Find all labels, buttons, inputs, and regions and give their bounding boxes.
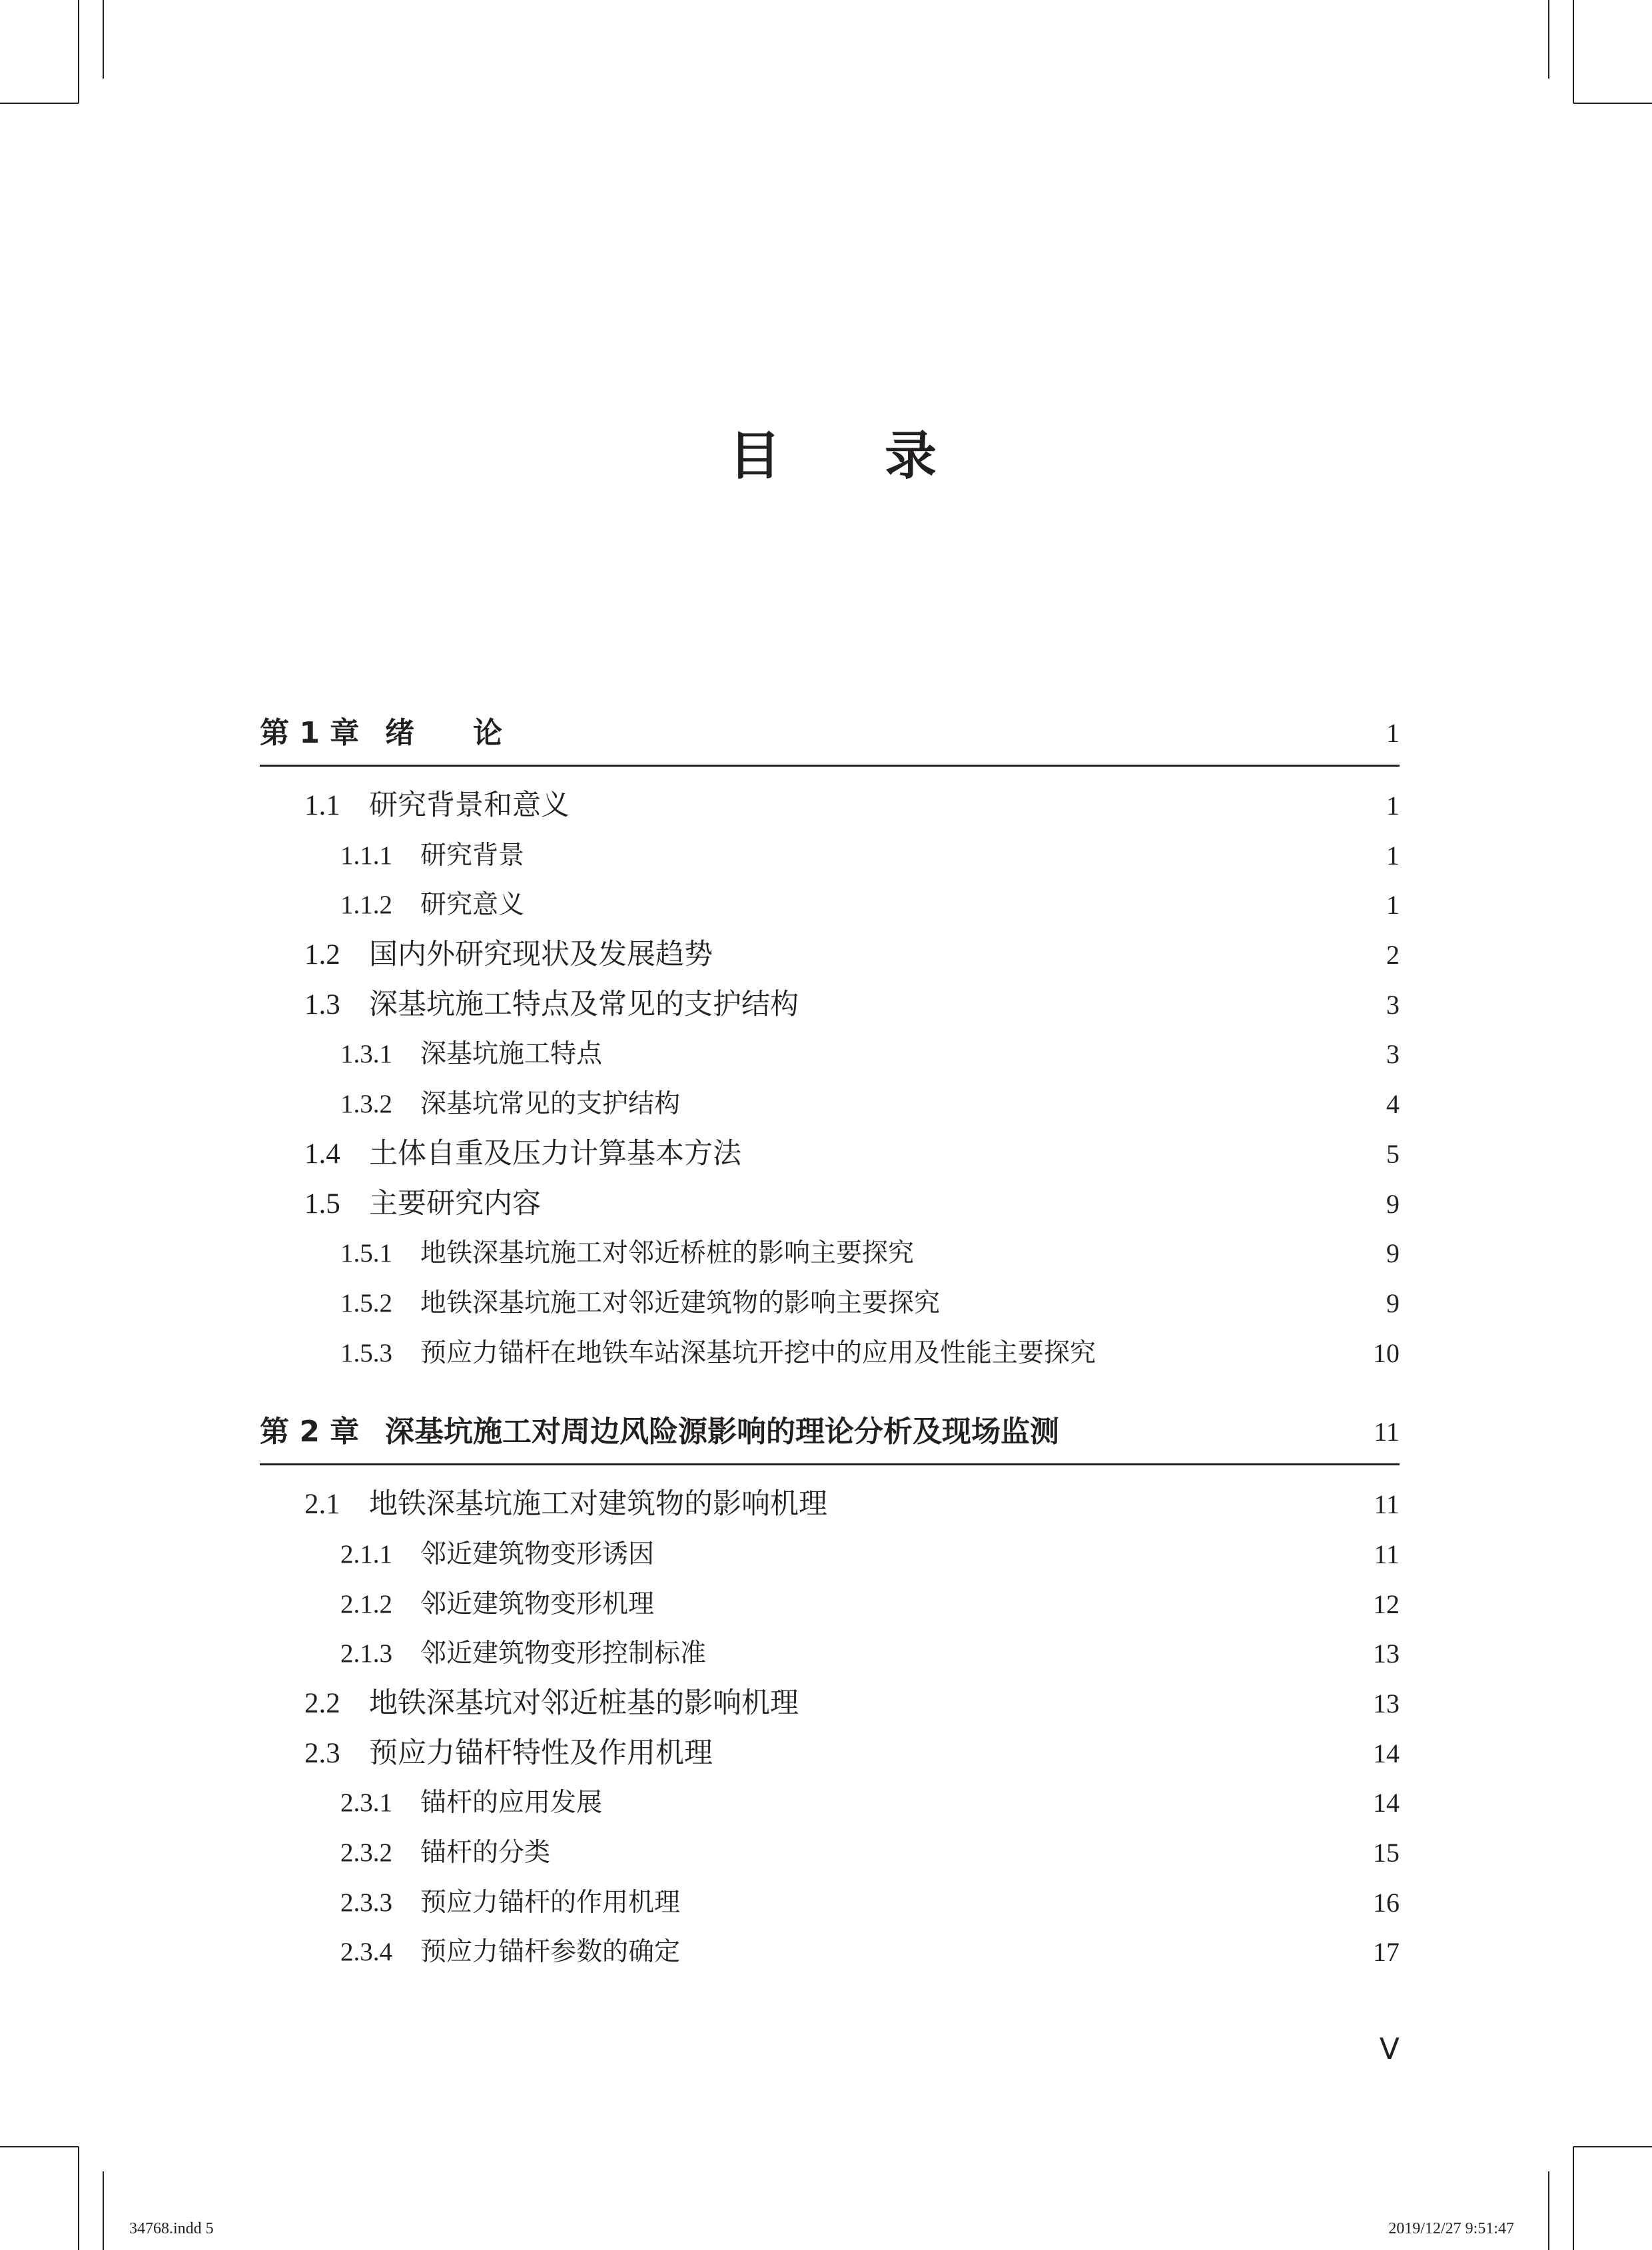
entry-page-number: 9 — [1386, 1288, 1400, 1318]
entry-number: 2.3 — [304, 1737, 340, 1769]
entry-title: 地铁深基坑施工对建筑物的影响机理 — [369, 1489, 827, 1521]
entry-number: 1.1 — [304, 790, 340, 821]
entry-title: 锚杆的分类 — [420, 1838, 551, 1868]
chapter-title: 绪 论 — [385, 716, 502, 750]
entry-number: 1.3.2 — [340, 1090, 392, 1119]
entry-page-number: 5 — [1386, 1138, 1400, 1169]
entry-number: 1.3 — [304, 988, 340, 1020]
entry-page-number: 14 — [1373, 1738, 1400, 1768]
entry-page-number: 1 — [1386, 840, 1400, 871]
entry-number: 2.1.1 — [340, 1539, 392, 1569]
entry-number: 2.2 — [304, 1688, 340, 1719]
entry-page-number: 13 — [1373, 1688, 1400, 1718]
entry-page-number: 11 — [1374, 1539, 1400, 1569]
toc-section-row — [260, 781, 1400, 831]
entry-number: 1.5.1 — [340, 1239, 392, 1268]
entry-number: 2.3.2 — [340, 1838, 392, 1868]
toc-section-row — [260, 1729, 1400, 1779]
entry-number: 1.5.3 — [340, 1338, 392, 1367]
entry-page-number: 3 — [1386, 989, 1400, 1020]
entry-title: 研究背景和意义 — [369, 790, 570, 821]
entry-page-number: 15 — [1373, 1838, 1400, 1868]
toc-subsection-row — [260, 1229, 1400, 1279]
entry-number: 2.1.3 — [340, 1639, 392, 1669]
toc-subsection-row — [260, 1530, 1400, 1580]
entry-title: 国内外研究现状及发展趋势 — [369, 939, 713, 971]
entry-page-number: 9 — [1386, 1188, 1400, 1219]
chapter-heading — [260, 1415, 1400, 1465]
entry-number: 1.4 — [304, 1138, 340, 1170]
entry-title: 土体自重及压力计算基本方法 — [369, 1138, 741, 1170]
toc-subsection-row — [260, 1279, 1400, 1329]
toc-section-row — [260, 1679, 1400, 1729]
entry-title: 预应力锚杆的作用机理 — [420, 1888, 681, 1917]
entry-page-number: 1 — [1386, 791, 1400, 821]
entry-title: 预应力锚杆在地铁车站深基坑开挖中的应用及性能主要探究 — [420, 1338, 1096, 1367]
toc-subsection-row — [260, 1080, 1400, 1130]
slug-timestamp: 2019/12/27 9:51:47 — [1388, 2220, 1514, 2237]
toc-subsection-row — [260, 1329, 1400, 1379]
entry-title: 邻近建筑物变形诱因 — [420, 1539, 655, 1569]
entry-page-number: 11 — [1374, 1489, 1400, 1520]
chapter-label: 第 2 章 — [260, 1415, 360, 1449]
entry-page-number: 2 — [1386, 940, 1400, 970]
chapter — [260, 1415, 1400, 1978]
toc-section-row — [260, 1480, 1400, 1530]
entry-page-number: 16 — [1373, 1887, 1400, 1918]
entry-number: 1.5 — [304, 1188, 340, 1220]
toc-subsection-row — [260, 881, 1400, 931]
chapter-page-number: 11 — [1374, 1417, 1400, 1447]
entry-title: 研究意义 — [420, 891, 525, 920]
entry-page-number: 14 — [1373, 1788, 1400, 1818]
entry-title: 主要研究内容 — [369, 1188, 541, 1220]
entry-title: 深基坑施工特点及常见的支护结构 — [369, 988, 799, 1020]
slug-file-name: 34768.indd 5 — [129, 2220, 214, 2237]
page-number: V — [1379, 2032, 1400, 2066]
entry-title: 地铁深基坑施工对邻近桥桩的影响主要探究 — [420, 1239, 915, 1268]
entry-page-number: 12 — [1373, 1589, 1400, 1619]
entry-title: 邻近建筑物变形控制标准 — [420, 1639, 707, 1669]
table-of-contents — [260, 716, 1400, 1978]
entry-page-number: 13 — [1373, 1639, 1400, 1669]
toc-section-row — [260, 1180, 1400, 1230]
entry-page-number: 3 — [1386, 1039, 1400, 1070]
toc-subsection-row — [260, 1878, 1400, 1928]
chapter-title: 深基坑施工对周边风险源影响的理论分析及现场监测 — [385, 1415, 1059, 1449]
entry-title: 预应力锚杆特性及作用机理 — [369, 1737, 713, 1769]
entry-number: 2.3.1 — [340, 1788, 392, 1818]
entry-number: 1.3.1 — [340, 1040, 392, 1069]
toc-subsection-row — [260, 1928, 1400, 1978]
entry-page-number: 17 — [1373, 1937, 1400, 1968]
entry-number: 2.3.4 — [340, 1938, 392, 1967]
entry-page-number: 1 — [1386, 890, 1400, 921]
toc-section-row — [260, 1130, 1400, 1180]
entry-number: 1.5.2 — [340, 1288, 392, 1317]
toc-subsection-row — [260, 1030, 1400, 1080]
page-title: 目 录 — [728, 426, 937, 486]
chapter-label: 第 1 章 — [260, 716, 360, 750]
entry-page-number: 10 — [1373, 1337, 1400, 1368]
chapter — [260, 716, 1400, 1378]
chapter-page-number: 1 — [1386, 718, 1400, 748]
entry-title: 锚杆的应用发展 — [420, 1788, 603, 1818]
entry-number: 1.1.2 — [340, 891, 392, 920]
entry-number: 2.1.2 — [340, 1589, 392, 1619]
entry-title: 研究背景 — [420, 841, 525, 870]
toc-section-row — [260, 931, 1400, 980]
entry-title: 深基坑施工特点 — [420, 1040, 603, 1069]
entry-number: 1.1.1 — [340, 841, 392, 870]
toc-subsection-row — [260, 831, 1400, 881]
entry-title: 地铁深基坑对邻近桩基的影响机理 — [369, 1688, 799, 1719]
entry-number: 2.1 — [304, 1489, 340, 1521]
toc-subsection-row — [260, 1580, 1400, 1630]
toc-subsection-row — [260, 1828, 1400, 1878]
entry-title: 地铁深基坑施工对邻近建筑物的影响主要探究 — [420, 1288, 941, 1317]
toc-subsection-row — [260, 1629, 1400, 1679]
entry-title: 预应力锚杆参数的确定 — [420, 1938, 681, 1967]
entry-number: 1.2 — [304, 939, 340, 971]
chapter-heading — [260, 716, 1400, 767]
entry-page-number: 4 — [1386, 1089, 1400, 1120]
entry-page-number: 9 — [1386, 1238, 1400, 1269]
entry-number: 2.3.3 — [340, 1888, 392, 1917]
entry-title: 深基坑常见的支护结构 — [420, 1090, 681, 1119]
toc-entry-list — [260, 1465, 1400, 1978]
toc-section-row — [260, 980, 1400, 1030]
toc-subsection-row — [260, 1778, 1400, 1828]
entry-title: 邻近建筑物变形机理 — [420, 1589, 655, 1619]
toc-entry-list — [260, 767, 1400, 1378]
